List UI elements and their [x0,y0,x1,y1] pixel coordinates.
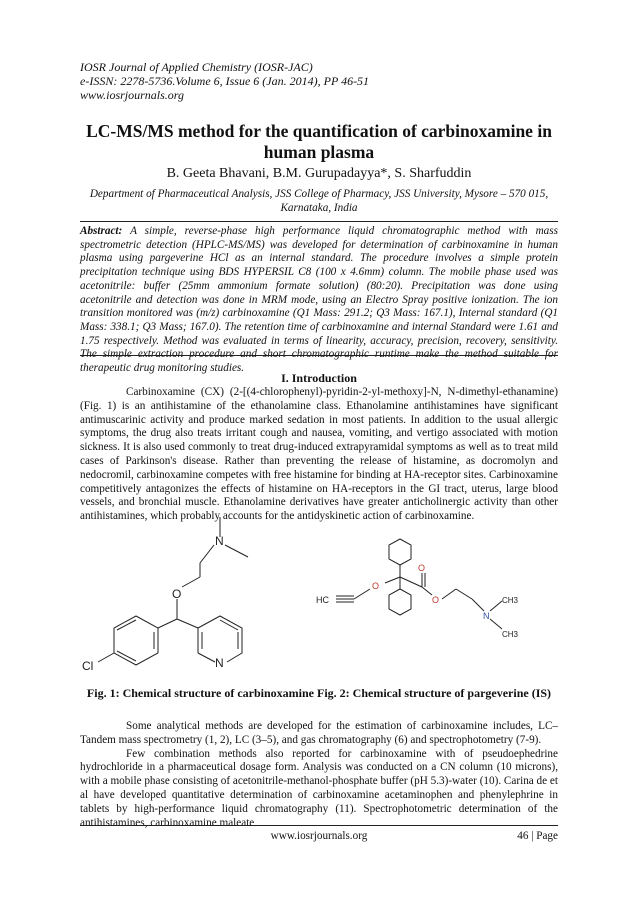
figure-caption: Fig. 1: Chemical structure of carbinoxamine Fig. 2: Chemical structure of pargeverine (IS) [86,686,552,700]
abstract [80,225,558,376]
journal-url: www.iosrjournals.org [80,88,185,102]
journal-name: IOSR Journal of Applied Chemistry (IOSR-JAC) [80,60,313,74]
fig2-ether-o-label: O [372,581,380,591]
fig2-methyl-bottom-label: CH3 [502,630,519,639]
fig1-pyridine-n-label: N [215,656,224,670]
author-affiliation: Department of Pharmaceutical Analysis, JSS College of Pharmacy, JSS University, Mysore – 570 015, Karnataka, India [89,188,549,214]
paper-title: LC-MS/MS method for the quantification of carbinoxamine in human plasma [86,121,552,162]
paper-authors: B. Geeta Bhavani, B.M. Gurupadayya*, S. Sharfuddin [166,166,472,181]
fig2-methyl-top-label: CH3 [502,596,519,605]
fig2-hc-label: HC [316,595,329,605]
abstract-label: Abstract: [80,225,123,237]
section-heading-introduction: I. Introduction [281,371,357,385]
fig2-carbonyl-o-label: O [418,563,426,573]
journal-issn: e-ISSN: 2278-5736.Volume 6, Issue 6 (Jan. 2014), PP 46-51 [80,74,370,88]
fig2-ester-o-label: O [432,595,440,605]
fig1-chloro-label: Cl [82,659,94,673]
intro-paragraph-3-text: Few combination methods also reported for carbinoxamine with of pseudoephedrine hydrochloride in a pharmaceutical dosage form. Analysis was conducted on a CN column (10 microns), with a mobile phase consisting of acetonitrile-methanol-phosphate buffer (pH 5.3)-water (10). Carina de et al have developed quantitative determination of carbinoxamine acetaminophen and phenylephrine in tablets by high-performance liquid chromatography (11). Spectrophotometric determination of the antihistamines, carbinoxamine maleate [80,747,558,829]
footer-page-number: 46 | Page [517,830,558,842]
fig1-ether-o-label: O [172,587,182,601]
figure-pargeverine-structure [310,525,530,655]
footer-url: www.iosrjournals.org [270,830,368,842]
footer-rule [80,825,558,826]
intro-paragraph-2 [80,720,558,830]
intro-paragraph-2-text: Some analytical methods are developed for the estimation of carbinoxamine includes, LC–Tandem mass spectrometry (1, 2), LC (3–5), and gas chromatography (6) and spectrophotometry (7-9). [80,720,558,746]
abstract-top-rule [80,221,558,222]
intro-paragraph-1-text: Carbinoxamine (CX) (2-[(4-chlorophenyl)-pyridin-2-yl-methoxy]-N, N-dimethyl-ethanamine) (Fig. 1) is an antihistamine of the ethanolamine class. Ethanolamine antihistamines have significant antimuscarinic activity and produce marked sedation in most patients. In addition to the usual allergic symptoms, the drug also treats irritant cough and nausea, vomiting, and vertigo associated with motion sickness. It is also used commonly to treat drug-induced extrapyramidal symptoms as well as to treat mild cases of Parkinson's disease. Rather than preventing the release of histamine, as docromolyn and nedocromil, carbinoxamine competes with free histamine for binding at HA-receptor sites. Carbinoxamine competitively antagonizes the effects of histamine on HA-receptors in the GI tract, uterus, large blood vessels, and bronchial muscle. Ethanolamine derivatives have greater anticholinergic activity than other antihistamines, which probably accounts for the antidyskinetic action of carbinoxamine. [80,386,558,523]
fig2-amine-n-label: N [483,611,490,621]
figure-carbinoxamine-structure [70,515,270,675]
abstract-bottom-rule [80,355,558,356]
intro-paragraph-1 [80,386,558,524]
abstract-text: A simple, reverse-phase high performance liquid chromatographic method with mass spectrometric detection (HPLC-MS/MS) was developed for determination of carbinoxamine in human plasma using pargeverine HCl as an internal standard. The procedure involves a simple protein precipitation technique using BDS HYPERSIL C8 (100 x 4.6mm) column. The mobile phase used was acetonitrile: buffer (25mm ammonium formate solution) (80:20). Precipitation was done using acetonitrile and detection was done in MRM mode, using an Electro Spray positive ionization. The ion transition monitored was (m/z) carbinoxamine (Q1 Mass: 291.2; Q3 Mass: 167.1), Internal standard (Q1 Mass: 338.1; Q3 Mass; 167.0). The retention time of carbinoxamine and internal Standard were 1.61 and 1.75 respectively. Method was evaluated in terms of linearity, accuracy, precision, recovery, sensitivity. The simple extraction procedure and short chromatographic runtime make the method suitable for therapeutic drug monitoring studies. [80,225,558,375]
fig1-amine-n-label: N [215,534,224,548]
